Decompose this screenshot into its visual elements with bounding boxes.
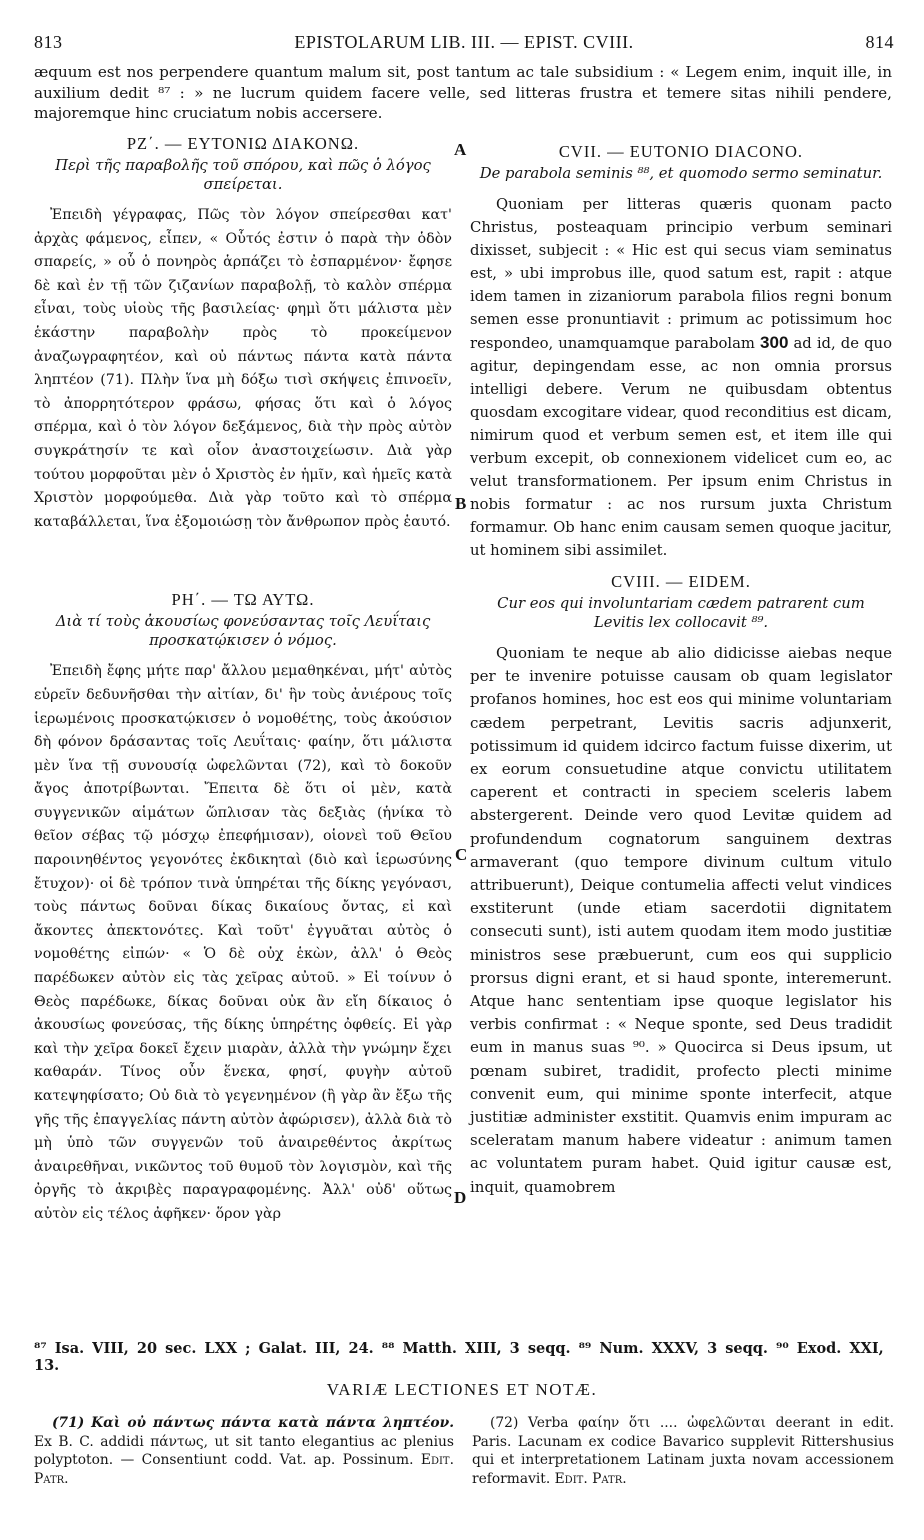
greek-letter-107-text: Ἐπειδὴ γέγραφας, Πῶς τὸν λόγον σπείρεσθαι κατ' ἀρχὰς φάμενος, εἶπεν, « Οὗτός ἐστιν ὁ παρὰ τὴν ὁδὸν σπαρείς, » οὗ ὁ πονηρὸς ἁρπάζει τὸ ἐσπαρμένον· ἔφησε δὲ καὶ ἐν τῇ τῶν ζιζανίων παραβολῇ, τὸ καλὸν σπέρμα εἶναι, τοὺς υἱοὺς τῆς βασιλείας· φημὶ ὅτι μάλιστα μὲν ἑκάστην παραβολὴν πρὸς τὸ προκείμενον ἀναζωγραφητέον, καὶ οὐ πάντως πάντα κατὰ πάντα ληπτέον (71). Πλὴν ἵνα μὴ δόξω τισὶ σκήψεις ἐπινοεῖν, τὸ ἀπορρητότερον φράσω, φήσας ὅτι καὶ ὁ λόγος σπέρμα, καὶ ὁ τὸν λόγον δεξάμενος, διὰ τὴν πρὸς αὐτὸν συγκράτησίν τε καὶ οἷον ἀναστοιχείωσιν. Διὰ γὰρ τούτου μορφοῦται μὲν ὁ Χριστὸς ἐν ἡμῖν, καὶ ἡμεῖς κατὰ Χριστὸν μορφούμεθα. Διὰ γὰρ τοῦτο καὶ τὸ σπέρμα καταβάλλεται, ἵνα ἐξομοιώσῃ τὸν ἄνθρωπον πρὸς ἑαυτό.: [34, 207, 452, 530]
latin-column: [470, 142, 892, 1199]
variant-note-71: [34, 1414, 454, 1488]
variant-note-72-text: (72) Verba φαίην ὅτι .... ὠφελῶνται deerant in edit. Paris. Lacunam ex codice Bavarico supplevit Rittershusius qui et interpretationem Latinam juxta novam accessionem reformavit.: [472, 1415, 894, 1487]
footnotes: ⁸⁷ Isa. VIII, 20 sec. LXX ; Galat. III, 24. ⁸⁸ Matth. XIII, 3 seqq. ⁸⁹ Num. XXXV, 3 seqq. ⁹⁰ Exod. XXI, 13.: [34, 1340, 884, 1374]
margin-letter-b: B: [455, 494, 467, 513]
margin-letter-a: A: [454, 140, 467, 159]
running-title: EPISTOLARUM LIB. III. — EPIST. CVIII.: [294, 32, 634, 52]
latin-letter-108-subtitle: Cur eos qui involuntariam cædem patrarent cum Levitis lex collocavit ⁸⁹.: [497, 595, 865, 631]
latin-letter-107-subtitle: De parabola seminis ⁸⁸, et quomodo sermo seminatur.: [479, 165, 883, 182]
greek-letter-107-subtitle: Περὶ τῆς παραβολῆς τοῦ σπόρου, καὶ πῶς ὁ λόγος σπείρεται.: [55, 157, 431, 193]
latin-letter-107-text-a: Quoniam per litteras quæris quonam pacto Christus, posteaquam principio verbum seminari dixisset, subjecit : « Hic est qui secus viam seminatus est, » ubi improbus ille, quod satum est, rapit : atque idem tamen in zizaniorum parabola filios regni bonum semen esse pronuntiavit : primum ac potissimum hoc respondeo, unamquamque parabolam: [470, 196, 892, 352]
page-number-left: 813: [34, 32, 63, 52]
greek-letter-108-title: ΡΗ΄. — ΤΩ ΑΥΤΩ.: [171, 590, 315, 610]
variant-note-72-signature: Edit. Patr.: [554, 1470, 627, 1487]
latin-letter-107-title: CVII. — EUTONIO DIACONO.: [558, 142, 804, 161]
greek-column: [34, 134, 452, 1227]
variant-note-71-lemma: (71) Καὶ οὐ πάντως πάντα κατὰ πάντα ληπτέον.: [52, 1415, 454, 1431]
greek-letter-108-subtitle: Διὰ τί τοὺς ἀκουσίως φονεύσαντας τοῖς Λευΐταις προσκατῴκισεν ὁ νόμος.: [55, 613, 431, 650]
page-marker-300: 300: [760, 333, 789, 352]
latin-letter-107-text: [470, 193, 892, 562]
variant-note-72: [472, 1414, 894, 1488]
variant-note-71-signature: Edit. Patr.: [34, 1452, 454, 1487]
greek-letter-107: [34, 134, 452, 534]
intro-text: æquum est nos perpendere quantum malum sit, post tantum ac tale subsidium : « Legem enim, inquit ille, in auxilium dedit ⁸⁷ : » ne lucrum quidem facere velle, sed litteras frustra et temere sitas nihili pendere, majoremque hinc cruciatum nobis accersere.: [34, 63, 892, 122]
variant-note-71-text: Ex B. C. addidi πάντως, ut sit tanto elegantius ac plenius polyptoton. — Consentiunt codd. Vat. ap. Possinum.: [34, 1433, 454, 1468]
greek-letter-108-text: Ἐπειδὴ ἔφης μήτε παρ' ἄλλου μεμαθηκέναι, μήτ' αὐτὸς εὑρεῖν δεδυνῆσθαι τὴν αἰτίαν, δι' ἣν τοὺς ἀνιέρους τοῖς ἱερωμένοις προσκατῴκισεν ὁ νομοθέτης, τοὺς ἀκούσιον δὴ φόνον δράσαντας τοῖς Λευΐταις· φαίην, ὅτι μάλιστα μὲν ἵνα τῇ συνουσίᾳ ὠφελῶνται (72), καὶ τὸ δοκοῦν ἄγος ἀποτρίβωνται. Ἔπειτα δὲ ὅτι οἱ μὲν, κατὰ συγγενικῶν αἱμάτων ὥπλισαν τὰς δεξιὰς (ἡνίκα τὸ θεῖον σέβας τῷ μόσχῳ ἐπεφήμισαν), οἱονεὶ τοῦ Θεῖου παροινηθέντος γεγονότες ἐκδικηταὶ (διὸ καὶ ἱερωσύνης ἔτυχον)· οἱ δὲ τρόπον τινὰ ὑπηρέται τῆς δίκης γεγόνασι, τοὺς πάντως δοῦναι δίκας δικαίους ὄντας, εἰ καὶ ἄκοντες ἀπεκτονότες. Καὶ τοῦτ' ἐγγυᾶται αὐτὸς ὁ νομοθέτης εἰπών· « Ὁ δὲ οὐχ ἑκὼν, ἀλλ' ὁ Θεὸς παρέδωκεν αὐτὸν εἰς τὰς χεῖρας αὐτοῦ. » Εἰ τοίνυν ὁ Θεὸς παρέδωκε, δίκας δοῦναι οὐκ ἂν εἴη δίκαιος ὁ ἀκουσίως φονεύσας, τῆς δίκης ὑπηρέτης ὀφθείς. Εἰ γὰρ καὶ τὴν χεῖρα δοκεῖ ἔχειν μιαρὰν, ἀλλὰ τὴν γνώμην ἔχει καθαράν. Τίνος οὖν ἕνεκα, φησί, φυγὴν αὐτοῦ κατεψηφίσατο; Οὐ διὰ τὸ γεγενημένον (ἢ γὰρ ἂν ἔξω τῆς γῆς τῆς ἐπαγγελίας πάντη αὐτὸν ἀφώρισεν), ἀλλὰ διὰ τὸ μὴ ὑπὸ τῶν συγγενῶν τοῦ ἀναιρεθέντος ἀκρίτως ἀναιρεθῆναι, νικῶντος τοῦ θυμοῦ τὸν λογισμὸν, καὶ τῆς ὀργῆς τὸ ἀκριβὲς παραγραφομένης. Ἀλλ' οὐδ' οὕτως αὐτὸν εἰς τέλος ἀφῆκεν· ὅρον γὰρ: [34, 663, 452, 1222]
latin-letter-107: [470, 142, 892, 562]
running-header: [34, 32, 894, 56]
page-number-right: 814: [865, 32, 894, 52]
variae-title: VARIÆ LECTIONES ET NOTÆ.: [326, 1380, 598, 1399]
column-spacer: [470, 562, 892, 572]
margin-letter-c: C: [455, 845, 468, 864]
latin-letter-108-title: CVIII. — EIDEM.: [611, 572, 751, 591]
column-spacer: [34, 534, 452, 590]
intro-paragraph: [34, 62, 892, 124]
greek-letter-108: [34, 590, 452, 1226]
latin-letter-108: [470, 572, 892, 1199]
greek-letter-107-title: ΡΖ΄. — ΕΥΤΟΝΙΩ ΔΙΑΚΟΝΩ.: [126, 134, 360, 153]
latin-letter-108-text: Quoniam te neque ab alio didicisse aiebas neque per te invenire potuisse causam ob quam legislator profanos homines, hoc est eos qui minime voluntariam cædem perpetrant, Levitis sacris adjunxerit, potissimum id quidem idcirco factum fuisse dixerim, ut ex eorum consuetudine atque convictu utilitatem caperent et contracti in speciem sceleris labem abstergerent. Deinde vero quod Levitæ quidem ad profundendum cognatorum sanguinem dextras armaverant (quo tempore divinum cultum vitulo attribuerunt), Deique contumelia affecti velut vindices exstiterunt (unde etiam sacerdotii dignitatem consecuti sunt), isti autem quodam item modo justitiæ ministros sese præbuerunt, cum eos qui supplicio prorsus digni erant, et si haud sponte, interemerunt. Atque hanc sententiam ipse quoque legislator his verbis confirmat : « Neque sponte, sed Deus tradidit eum in manus suas ⁹⁰. » Quocirca si Deus ipsum, ut pœnam subiret, tradidit, profecto plecti minime convenit eum, qui minime sponte interfecit, atque justitiæ administer exstitit. Quamvis enim impuram ac sceleratam manum habere videatur : animum tamen ac voluntatem puram habet. Quid igitur causæ est, inquit, quamobrem: [470, 644, 892, 1196]
latin-letter-107-text-b: ad id, de quo agitur, depingendam esse, ac non omnia prorsus intelligi debere. Verum ne quibusdam obtentus quosdam excogitare videar, quod reconditius est dicam, nimirum quod et verbum semen est, et item ille qui verbum excepit, ob connexionem videlicet cum eo, ac velut transformationem. Per ipsum enim Christus in nobis formatur : ac nos rursum juxta Christum formamur. Ob hanc enim causam semen quoque jacitur, ut hominem sibi assimilet.: [470, 335, 892, 559]
margin-letter-d: D: [454, 1188, 467, 1207]
